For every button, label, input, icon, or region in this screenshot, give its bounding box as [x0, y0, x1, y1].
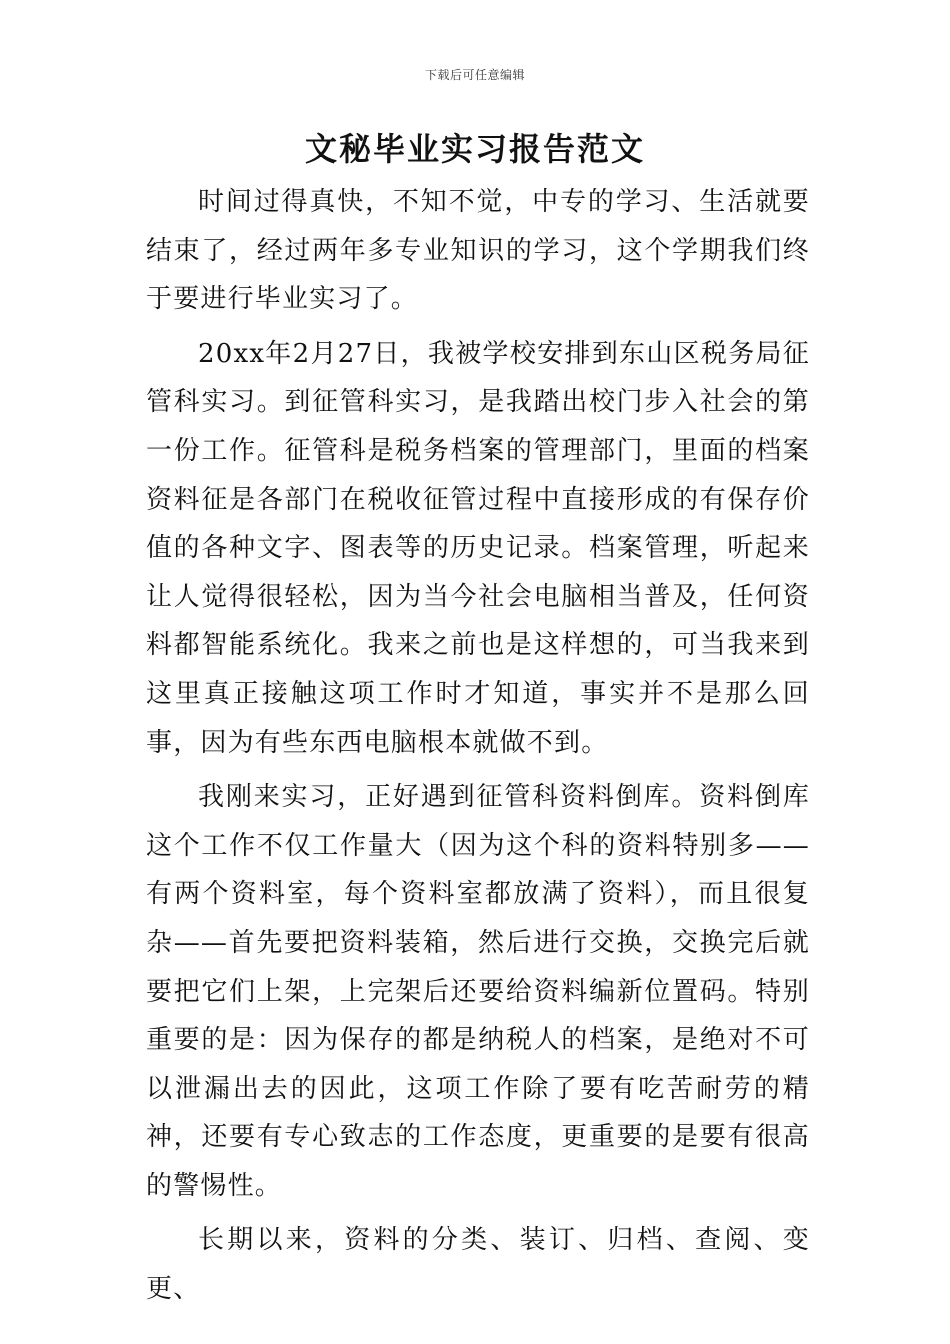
paragraph: 20xx年2月27日，我被学校安排到东山区税务局征管科实习。到征管科实习，是我踏出校门步入社会的第一份工作。征管科是税务档案的管理部门，里面的档案资料征是各部门在税收征管过程中直接形成的有保存价值的各种文字、图表等的历史记录。档案管理，听起来让人觉得很轻松，因为当今社会电脑相当普及，任何资料都智能系统化。我来之前也是这样想的，可当我来到这里真正接触这项工作时才知道，事实并不是那么回事，因为有些东西电脑根本就做不到。 — [146, 338, 810, 758]
header-note: 下载后可任意编辑 — [424, 68, 525, 82]
paragraph: 时间过得真快，不知不觉，中专的学习、生活就要结束了，经过两年多专业知识的学习，这个学期我们终于要进行毕业实习了。 — [146, 187, 810, 315]
paragraph: 我刚来实习，正好遇到征管科资料倒库。资料倒库这个工作不仅工作量大（因为这个科的资料特别多——有两个资料室，每个资料室都放满了资料），而且很复杂——首先要把资料装箱，然后进行交换，交换完后就要把它们上架，上完架后还要给资料编新位置码。特别重要的是：因为保存的都是纳税人的档案，是绝对不可以泄漏出去的因此，这项工作除了要有吃苦耐劳的精神，还要有专心致志的工作态度，更重要的是要有很高的警惕性。 — [146, 782, 810, 1201]
paragraph: 长期以来，资料的分类、装订、归档、查阅、变更、 — [146, 1225, 810, 1305]
document-title: 文秘毕业实习报告范文 — [304, 130, 645, 168]
document-body — [146, 178, 810, 1320]
